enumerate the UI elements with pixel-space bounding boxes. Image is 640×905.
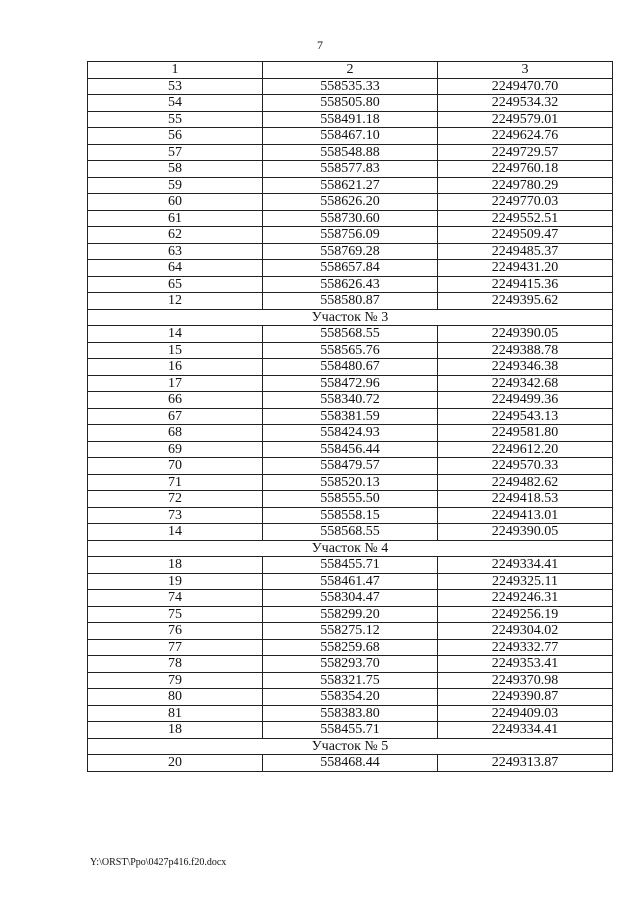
cell-x-coordinate: 558520.13: [263, 474, 438, 491]
section-heading-row: [88, 738, 613, 755]
section-heading: Участок № 5: [88, 738, 613, 755]
table-row: [88, 375, 613, 392]
cell-y-coordinate: 2249390.87: [438, 689, 613, 706]
table-row: [88, 177, 613, 194]
cell-point-number: 65: [88, 276, 263, 293]
cell-x-coordinate: 558381.59: [263, 408, 438, 425]
table-row: [88, 672, 613, 689]
table-row: [88, 491, 613, 508]
cell-y-coordinate: 2249346.38: [438, 359, 613, 376]
cell-point-number: 19: [88, 573, 263, 590]
cell-y-coordinate: 2249409.03: [438, 705, 613, 722]
table-header-row: [88, 62, 613, 79]
cell-point-number: 80: [88, 689, 263, 706]
cell-x-coordinate: 558299.20: [263, 606, 438, 623]
cell-x-coordinate: 558321.75: [263, 672, 438, 689]
table-row: [88, 606, 613, 623]
cell-y-coordinate: 2249570.33: [438, 458, 613, 475]
table-row: [88, 590, 613, 607]
table-row: [88, 408, 613, 425]
cell-x-coordinate: 558558.15: [263, 507, 438, 524]
section-heading-row: [88, 309, 613, 326]
cell-y-coordinate: 2249325.11: [438, 573, 613, 590]
cell-x-coordinate: 558730.60: [263, 210, 438, 227]
cell-point-number: 72: [88, 491, 263, 508]
table-row: [88, 623, 613, 640]
cell-point-number: 12: [88, 293, 263, 310]
table-row: [88, 161, 613, 178]
cell-x-coordinate: 558424.93: [263, 425, 438, 442]
cell-point-number: 67: [88, 408, 263, 425]
table-row: [88, 458, 613, 475]
table-row: [88, 194, 613, 211]
cell-x-coordinate: 558340.72: [263, 392, 438, 409]
cell-y-coordinate: 2249332.77: [438, 639, 613, 656]
cell-x-coordinate: 558461.47: [263, 573, 438, 590]
cell-x-coordinate: 558657.84: [263, 260, 438, 277]
cell-y-coordinate: 2249370.98: [438, 672, 613, 689]
cell-x-coordinate: 558568.55: [263, 524, 438, 541]
cell-y-coordinate: 2249418.53: [438, 491, 613, 508]
header-cell-x-coordinate: 2: [263, 62, 438, 79]
cell-y-coordinate: 2249499.36: [438, 392, 613, 409]
cell-x-coordinate: 558535.33: [263, 78, 438, 95]
cell-y-coordinate: 2249413.01: [438, 507, 613, 524]
table-row: [88, 656, 613, 673]
cell-point-number: 56: [88, 128, 263, 145]
cell-y-coordinate: 2249770.03: [438, 194, 613, 211]
cell-x-coordinate: 558455.71: [263, 722, 438, 739]
cell-point-number: 18: [88, 557, 263, 574]
cell-x-coordinate: 558565.76: [263, 342, 438, 359]
cell-x-coordinate: 558548.88: [263, 144, 438, 161]
cell-point-number: 73: [88, 507, 263, 524]
cell-point-number: 55: [88, 111, 263, 128]
table-row: [88, 705, 613, 722]
table-row: [88, 474, 613, 491]
cell-x-coordinate: 558383.80: [263, 705, 438, 722]
table-row: [88, 128, 613, 145]
cell-x-coordinate: 558621.27: [263, 177, 438, 194]
cell-y-coordinate: 2249552.51: [438, 210, 613, 227]
table-row: [88, 260, 613, 277]
cell-point-number: 53: [88, 78, 263, 95]
cell-point-number: 78: [88, 656, 263, 673]
cell-point-number: 14: [88, 326, 263, 343]
table-row: [88, 95, 613, 112]
cell-x-coordinate: 558577.83: [263, 161, 438, 178]
cell-y-coordinate: 2249612.20: [438, 441, 613, 458]
cell-x-coordinate: 558491.18: [263, 111, 438, 128]
table-row: [88, 276, 613, 293]
cell-point-number: 75: [88, 606, 263, 623]
table-row: [88, 359, 613, 376]
cell-y-coordinate: 2249729.57: [438, 144, 613, 161]
table-row: [88, 639, 613, 656]
cell-x-coordinate: 558304.47: [263, 590, 438, 607]
cell-x-coordinate: 558259.68: [263, 639, 438, 656]
cell-point-number: 54: [88, 95, 263, 112]
page-number: 7: [317, 38, 323, 52]
cell-x-coordinate: 558293.70: [263, 656, 438, 673]
cell-x-coordinate: 558505.80: [263, 95, 438, 112]
cell-point-number: 59: [88, 177, 263, 194]
table-row: [88, 755, 613, 772]
table-row: [88, 722, 613, 739]
cell-y-coordinate: 2249485.37: [438, 243, 613, 260]
cell-y-coordinate: 2249304.02: [438, 623, 613, 640]
cell-point-number: 62: [88, 227, 263, 244]
cell-point-number: 79: [88, 672, 263, 689]
cell-y-coordinate: 2249334.41: [438, 557, 613, 574]
cell-point-number: 18: [88, 722, 263, 739]
cell-point-number: 64: [88, 260, 263, 277]
cell-y-coordinate: 2249624.76: [438, 128, 613, 145]
section-heading: Участок № 4: [88, 540, 613, 557]
section-heading-row: [88, 540, 613, 557]
cell-x-coordinate: 558354.20: [263, 689, 438, 706]
cell-x-coordinate: 558769.28: [263, 243, 438, 260]
cell-point-number: 20: [88, 755, 263, 772]
cell-y-coordinate: 2249760.18: [438, 161, 613, 178]
table-row: [88, 507, 613, 524]
cell-x-coordinate: 558555.50: [263, 491, 438, 508]
table-row: [88, 425, 613, 442]
cell-y-coordinate: 2249581.80: [438, 425, 613, 442]
table-row: [88, 441, 613, 458]
cell-x-coordinate: 558626.20: [263, 194, 438, 211]
cell-point-number: 74: [88, 590, 263, 607]
cell-point-number: 16: [88, 359, 263, 376]
cell-y-coordinate: 2249246.31: [438, 590, 613, 607]
table-row: [88, 111, 613, 128]
table-row: [88, 326, 613, 343]
table-row: [88, 293, 613, 310]
cell-y-coordinate: 2249543.13: [438, 408, 613, 425]
cell-point-number: 61: [88, 210, 263, 227]
cell-y-coordinate: 2249415.36: [438, 276, 613, 293]
cell-x-coordinate: 558626.43: [263, 276, 438, 293]
cell-y-coordinate: 2249313.87: [438, 755, 613, 772]
cell-x-coordinate: 558480.67: [263, 359, 438, 376]
cell-point-number: 17: [88, 375, 263, 392]
cell-x-coordinate: 558580.87: [263, 293, 438, 310]
cell-point-number: 76: [88, 623, 263, 640]
cell-point-number: 69: [88, 441, 263, 458]
cell-x-coordinate: 558456.44: [263, 441, 438, 458]
header-cell-y-coordinate: 3: [438, 62, 613, 79]
cell-point-number: 68: [88, 425, 263, 442]
cell-x-coordinate: 558455.71: [263, 557, 438, 574]
section-heading: Участок № 3: [88, 309, 613, 326]
coordinates-table-body: [88, 62, 613, 772]
cell-y-coordinate: 2249534.32: [438, 95, 613, 112]
cell-x-coordinate: 558472.96: [263, 375, 438, 392]
cell-y-coordinate: 2249579.01: [438, 111, 613, 128]
cell-y-coordinate: 2249482.62: [438, 474, 613, 491]
table-row: [88, 144, 613, 161]
table-row: [88, 557, 613, 574]
cell-point-number: 71: [88, 474, 263, 491]
footer-file-path: Y:\ORST\Ppo\0427p416.f20.docx: [90, 857, 227, 868]
table-row: [88, 573, 613, 590]
table-row: [88, 210, 613, 227]
table-row: [88, 689, 613, 706]
cell-y-coordinate: 2249390.05: [438, 524, 613, 541]
cell-point-number: 63: [88, 243, 263, 260]
cell-x-coordinate: 558756.09: [263, 227, 438, 244]
cell-y-coordinate: 2249256.19: [438, 606, 613, 623]
cell-y-coordinate: 2249470.70: [438, 78, 613, 95]
cell-point-number: 57: [88, 144, 263, 161]
table-row: [88, 227, 613, 244]
table-row: [88, 342, 613, 359]
table-row: [88, 524, 613, 541]
cell-x-coordinate: 558275.12: [263, 623, 438, 640]
cell-point-number: 70: [88, 458, 263, 475]
table-row: [88, 392, 613, 409]
cell-y-coordinate: 2249431.20: [438, 260, 613, 277]
cell-y-coordinate: 2249342.68: [438, 375, 613, 392]
cell-x-coordinate: 558467.10: [263, 128, 438, 145]
cell-y-coordinate: 2249395.62: [438, 293, 613, 310]
cell-point-number: 81: [88, 705, 263, 722]
header-cell-point-number: 1: [88, 62, 263, 79]
cell-y-coordinate: 2249334.41: [438, 722, 613, 739]
cell-y-coordinate: 2249353.41: [438, 656, 613, 673]
cell-point-number: 15: [88, 342, 263, 359]
cell-point-number: 60: [88, 194, 263, 211]
cell-y-coordinate: 2249780.29: [438, 177, 613, 194]
cell-point-number: 77: [88, 639, 263, 656]
cell-x-coordinate: 558568.55: [263, 326, 438, 343]
table-row: [88, 243, 613, 260]
cell-x-coordinate: 558468.44: [263, 755, 438, 772]
cell-y-coordinate: 2249388.78: [438, 342, 613, 359]
cell-y-coordinate: 2249509.47: [438, 227, 613, 244]
table-row: [88, 78, 613, 95]
cell-x-coordinate: 558479.57: [263, 458, 438, 475]
cell-point-number: 14: [88, 524, 263, 541]
cell-point-number: 66: [88, 392, 263, 409]
cell-point-number: 58: [88, 161, 263, 178]
coordinates-table: [87, 61, 613, 772]
cell-y-coordinate: 2249390.05: [438, 326, 613, 343]
